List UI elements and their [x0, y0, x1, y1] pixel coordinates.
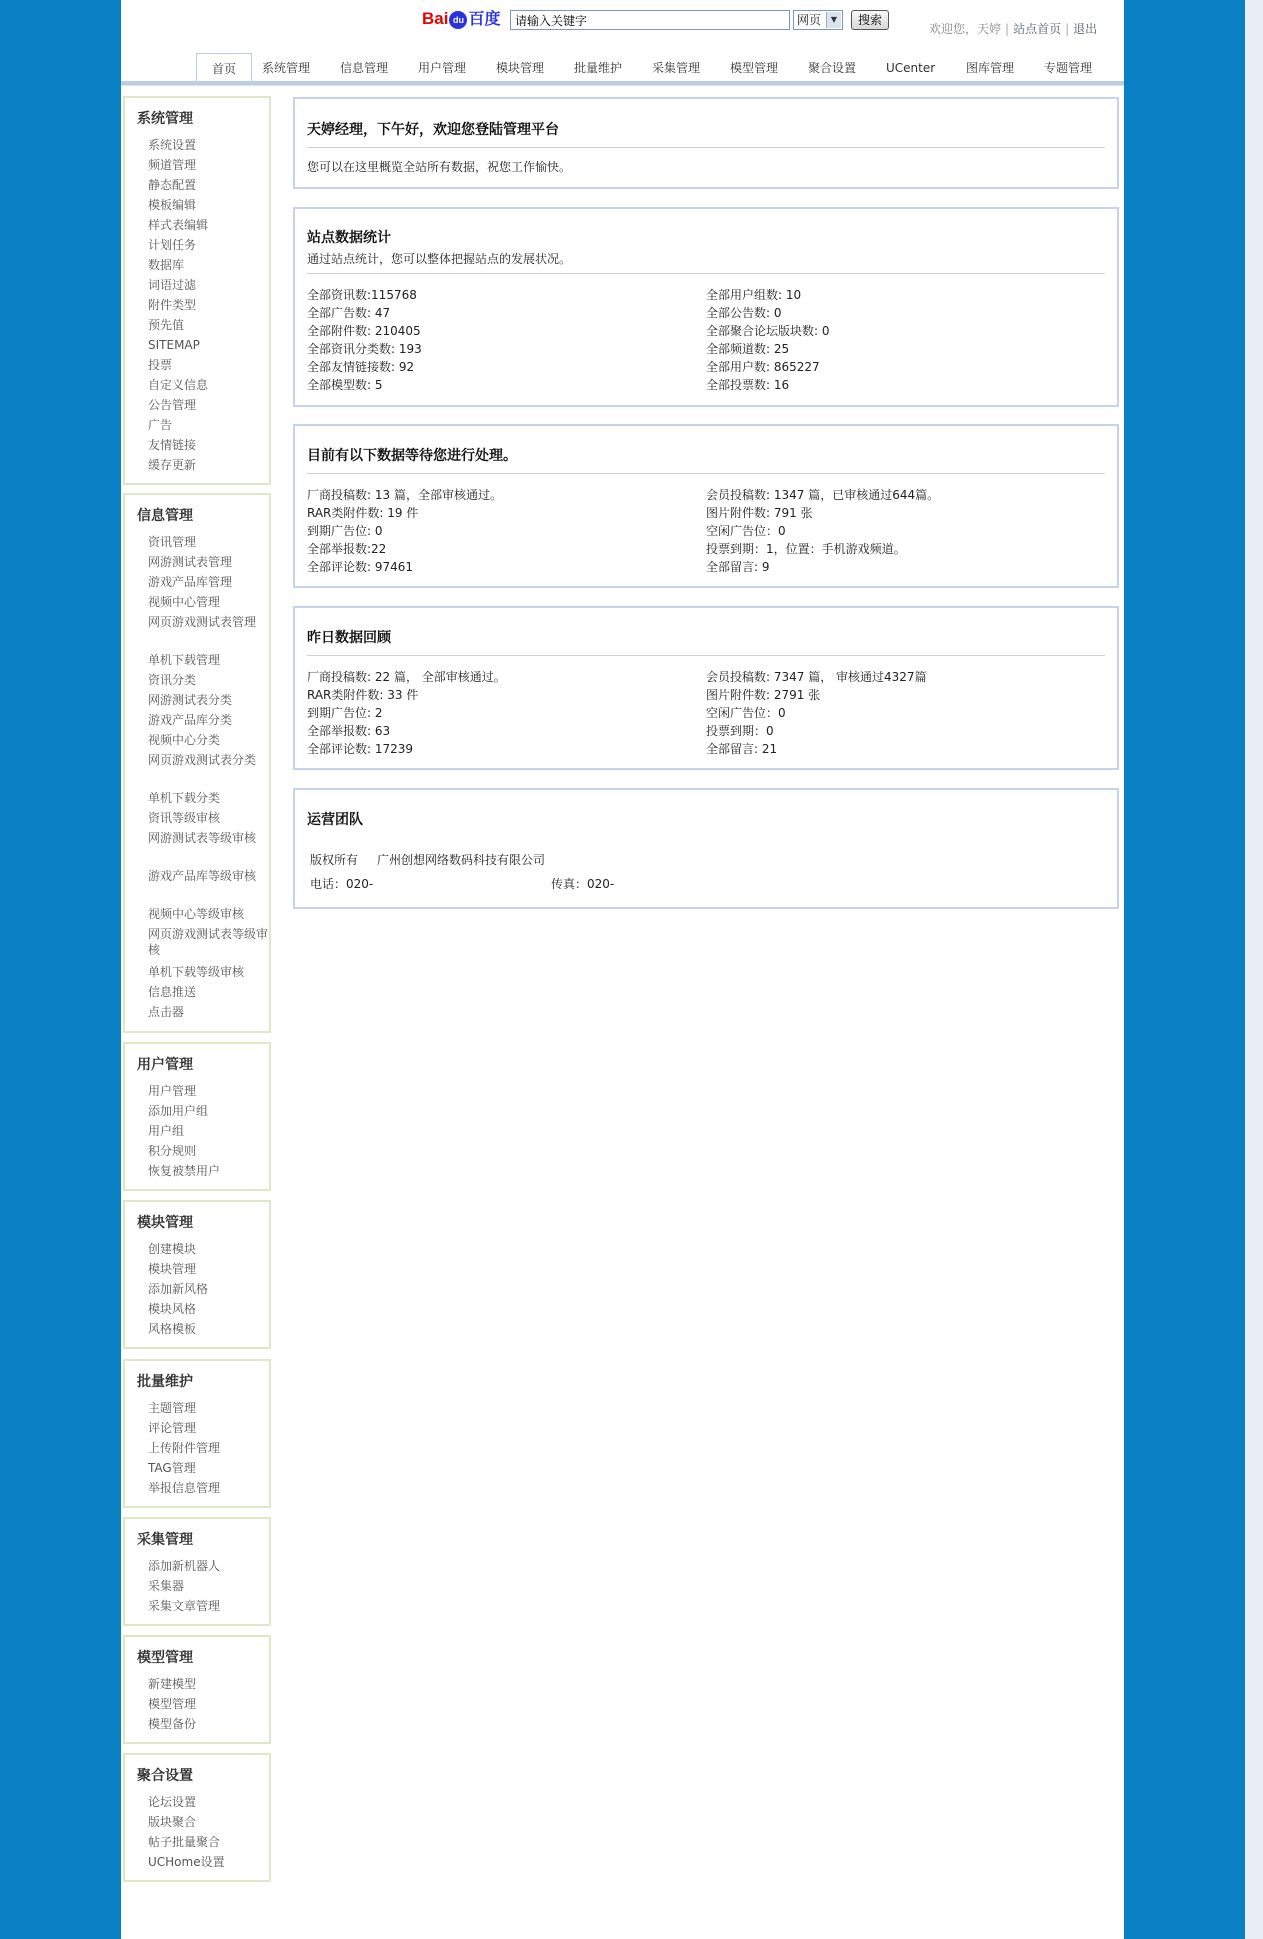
sidebar-item[interactable]: 添加用户组 [148, 1104, 209, 1118]
sidebar-section-aggregate [123, 1753, 271, 1882]
stat-item: 全部用户组数: 10 [706, 288, 802, 302]
pending-item: 全部评论数: 97461 [307, 560, 414, 574]
yesterday-item: 全部举报数: 63 [307, 724, 391, 738]
sidebar-item[interactable]: 网页游戏测试表分类 [148, 753, 257, 767]
pending-item: RAR类附件数: 19 件 [307, 506, 419, 520]
yesterday-item: 空闲广告位：0 [706, 706, 786, 720]
divider [307, 655, 1105, 656]
nav-underline-light [121, 85, 1124, 86]
sidebar-item[interactable]: 添加新风格 [148, 1282, 209, 1296]
sidebar-item[interactable]: 版块聚合 [148, 1815, 197, 1829]
sidebar-item[interactable]: 公告管理 [148, 398, 197, 412]
tab-models[interactable]: 模型管理 [730, 61, 779, 75]
sidebar-section-models [123, 1635, 271, 1744]
stat-item: 全部友情链接数: 92 [307, 360, 415, 374]
pending-item: 到期广告位: 0 [307, 524, 383, 538]
user-links: 欢迎您，天婷 | 站点首页 | 退出 [929, 22, 1098, 36]
sidebar-item[interactable]: 样式表编辑 [148, 218, 209, 232]
sidebar-item[interactable]: 帖子批量聚合 [148, 1835, 221, 1849]
fax-text: 传真：020- [551, 877, 615, 891]
sidebar-item[interactable]: 论坛设置 [148, 1795, 197, 1809]
logo-text-du: 百度 [468, 11, 501, 28]
stat-item: 全部广告数: 47 [307, 306, 391, 320]
yesterday-item: 投票到期：0 [706, 724, 774, 738]
sidebar-item[interactable]: 单机下载等级审核 [148, 965, 245, 979]
pending-item: 投票到期：1，位置：手机游戏频道。 [706, 542, 906, 556]
baidu-paw-icon: du [449, 11, 467, 29]
divider [307, 473, 1105, 474]
welcome-title: 天婷经理，下午好，欢迎您登陆管理平台 [307, 122, 559, 138]
pending-item: 空闲广告位：0 [706, 524, 786, 538]
sidebar-item[interactable]: 词语过滤 [148, 278, 197, 292]
tab-ucenter[interactable]: UCenter [886, 61, 936, 75]
sidebar-item[interactable]: 主题管理 [148, 1401, 197, 1415]
sidebar-item[interactable]: 资讯分类 [148, 673, 197, 687]
stat-item: 全部聚合论坛版块数: 0 [706, 324, 830, 338]
copyright-label: 版权所有 [310, 853, 359, 867]
tab-topics[interactable]: 专题管理 [1044, 61, 1093, 75]
sidebar-item[interactable]: 投票 [148, 358, 173, 372]
sidebar-item[interactable]: 信息推送 [148, 985, 197, 999]
sidebar-section-title: 系统管理 [137, 111, 193, 127]
sidebar-section-modules [123, 1200, 271, 1349]
stat-item: 全部资讯数:115768 [307, 288, 417, 302]
sidebar-item[interactable]: 视频中心等级审核 [148, 907, 245, 921]
search-type-select[interactable] [793, 10, 843, 30]
sidebar-section-info [123, 493, 271, 1033]
sidebar-item[interactable]: 资讯等级审核 [148, 811, 221, 825]
sidebar-item[interactable]: 模型备份 [148, 1717, 197, 1731]
pending-item: 全部留言: 9 [706, 560, 770, 574]
pending-item: 图片附件数: 791 张 [706, 506, 813, 520]
sidebar-item[interactable]: 网游测试表分类 [148, 693, 233, 707]
sidebar-item[interactable]: 上传附件管理 [148, 1441, 221, 1455]
stat-item: 全部资讯分类数: 193 [307, 342, 422, 356]
stat-item: 全部模型数: 5 [307, 378, 383, 392]
sidebar-section-system [123, 96, 271, 485]
sidebar-section-collect [123, 1517, 271, 1626]
tab-gallery[interactable]: 图库管理 [966, 61, 1015, 75]
welcome-panel [293, 97, 1119, 189]
phone-text: 电话：020- [310, 877, 374, 891]
sidebar-item[interactable]: 静态配置 [148, 178, 197, 192]
sidebar-item[interactable]: 预先值 [148, 318, 185, 332]
sidebar-item[interactable]: TAG管理 [148, 1461, 196, 1475]
sidebar-section-title: 采集管理 [137, 1532, 193, 1548]
sidebar-section-title: 模块管理 [137, 1215, 193, 1231]
tab-aggregate[interactable]: 聚合设置 [808, 61, 857, 75]
stat-item: 全部频道数: 25 [706, 342, 790, 356]
divider [307, 273, 1105, 274]
admin-page [121, 0, 1124, 1939]
sidebar-item[interactable]: 系统设置 [148, 138, 197, 152]
sidebar-item[interactable]: 网游测试表等级审核 [148, 831, 257, 845]
yesterday-item: 图片附件数: 2791 张 [706, 688, 821, 702]
pending-panel [293, 424, 1119, 588]
sidebar-item[interactable]: 采集文章管理 [148, 1599, 221, 1613]
stat-item: 全部公告数: 0 [706, 306, 782, 320]
sidebar-item[interactable]: 用户组 [148, 1124, 185, 1138]
sidebar-item[interactable]: 模块风格 [148, 1302, 197, 1316]
sidebar-section-title: 批量维护 [137, 1374, 193, 1390]
sidebar-section-title: 信息管理 [137, 508, 193, 524]
sidebar-item[interactable]: 单机下载分类 [148, 791, 221, 805]
pending-title: 目前有以下数据等待您进行处理。 [307, 448, 517, 464]
sidebar-item[interactable]: UCHome设置 [148, 1855, 225, 1869]
sidebar-item[interactable]: 举报信息管理 [148, 1481, 221, 1495]
yesterday-item: 全部评论数: 17239 [307, 742, 414, 756]
site-home-link[interactable]: 站点首页 [1013, 22, 1062, 36]
tab-modules[interactable]: 模块管理 [496, 61, 545, 75]
sidebar-item[interactable]: 缓存更新 [148, 458, 197, 472]
sidebar-item[interactable]: 广告 [148, 418, 173, 432]
sidebar-item[interactable]: 恢复被禁用户 [148, 1164, 221, 1178]
site-stats-panel [293, 207, 1119, 407]
pending-item: 全部举报数:22 [307, 542, 387, 556]
tab-info[interactable]: 信息管理 [340, 61, 389, 75]
sidebar-item[interactable]: 附件类型 [148, 298, 197, 312]
sidebar-item[interactable]: 点击器 [148, 1005, 185, 1019]
sidebar-item[interactable]: 新建模型 [148, 1677, 197, 1691]
stats-title: 站点数据统计 [307, 230, 391, 246]
sidebar-item[interactable]: 积分规则 [148, 1144, 197, 1158]
welcome-text: 您可以在这里概览全站所有数据，祝您工作愉快。 [307, 160, 572, 174]
sidebar-item[interactable]: 评论管理 [148, 1421, 197, 1435]
sidebar-item[interactable]: 模块管理 [148, 1262, 197, 1276]
stats-subtitle: 通过站点统计，您可以整体把握站点的发展状况。 [307, 252, 572, 266]
search-button[interactable]: 搜索 [851, 10, 889, 30]
yesterday-item: 到期广告位: 2 [307, 706, 383, 720]
chevron-down-icon: ▼ [826, 12, 841, 28]
tab-system[interactable]: 系统管理 [262, 61, 311, 75]
tab-users[interactable]: 用户管理 [418, 61, 467, 75]
sidebar-item[interactable]: 视频中心分类 [148, 733, 221, 747]
sidebar-item[interactable]: 频道管理 [148, 158, 197, 172]
yesterday-title: 昨日数据回顾 [307, 630, 391, 646]
team-title: 运营团队 [307, 812, 363, 828]
baidu-logo[interactable] [422, 7, 500, 31]
sidebar-section-batch [123, 1359, 271, 1508]
search-input[interactable] [510, 10, 790, 30]
sidebar-item[interactable]: 计划任务 [148, 238, 197, 252]
yesterday-panel [293, 606, 1119, 770]
yesterday-item: 全部留言: 21 [706, 742, 778, 756]
stat-item: 全部用户数: 865227 [706, 360, 820, 374]
sidebar-item[interactable]: SITEMAP [148, 338, 200, 352]
sidebar-item[interactable]: 游戏产品库管理 [148, 575, 233, 589]
sidebar-item[interactable]: 风格模板 [148, 1322, 197, 1336]
welcome-text: 欢迎您，天婷 [929, 22, 1002, 36]
sidebar-item[interactable]: 创建模块 [148, 1242, 197, 1256]
team-panel [293, 788, 1119, 909]
sidebar-section-title: 用户管理 [137, 1057, 193, 1073]
sidebar-section-users [123, 1042, 271, 1191]
sidebar-item[interactable]: 友情链接 [148, 438, 197, 452]
pending-item: 会员投稿数: 1347 篇，已审核通过644篇。 [706, 488, 940, 502]
sidebar-item[interactable]: 用户管理 [148, 1084, 197, 1098]
logo-text-bai: Bai [422, 9, 449, 28]
yesterday-item: 厂商投稿数: 22 篇， 全部审核通过。 [307, 670, 506, 684]
sidebar-item[interactable]: 模板编辑 [148, 198, 197, 212]
sidebar-item[interactable]: 数据库 [148, 258, 185, 272]
sidebar-section-title: 模型管理 [137, 1650, 193, 1666]
sidebar-item[interactable]: 游戏产品库等级审核 [148, 869, 257, 883]
search-type-value: 网页 [797, 13, 822, 27]
stat-item: 全部附件数: 210405 [307, 324, 421, 338]
sidebar-item[interactable]: 视频中心管理 [148, 595, 221, 609]
stat-item: 全部投票数: 16 [706, 378, 790, 392]
sidebar-item[interactable]: 网游测试表管理 [148, 555, 233, 569]
yesterday-item: 会员投稿数: 7347 篇， 审核通过4327篇 [706, 670, 927, 684]
sidebar-item[interactable]: 添加新机器人 [148, 1559, 221, 1573]
sidebar-item[interactable]: 游戏产品库分类 [148, 713, 233, 727]
company-name: 广州创想网络数码科技有限公司 [377, 853, 546, 867]
sidebar-item[interactable]: 采集器 [148, 1579, 185, 1593]
tab-batch[interactable]: 批量维护 [574, 61, 623, 75]
tab-collect[interactable]: 采集管理 [652, 61, 701, 75]
sidebar-item[interactable]: 网页游戏测试表等级审核 [148, 927, 269, 957]
sidebar-item[interactable]: 模型管理 [148, 1697, 197, 1711]
yesterday-item: RAR类附件数: 33 件 [307, 688, 419, 702]
sidebar-section-title: 聚合设置 [137, 1768, 193, 1784]
divider [307, 147, 1105, 148]
pending-item: 厂商投稿数: 13 篇，全部审核通过。 [307, 488, 502, 502]
tab-home[interactable]: 首页 [196, 53, 252, 84]
sidebar-item[interactable]: 网页游戏测试表管理 [148, 615, 257, 629]
logout-link[interactable]: 退出 [1073, 22, 1098, 36]
right-edge-stripe [1245, 0, 1263, 1939]
sidebar-item[interactable]: 单机下载管理 [148, 653, 221, 667]
sidebar-item[interactable]: 自定义信息 [148, 378, 209, 392]
sidebar-item[interactable]: 资讯管理 [148, 535, 197, 549]
